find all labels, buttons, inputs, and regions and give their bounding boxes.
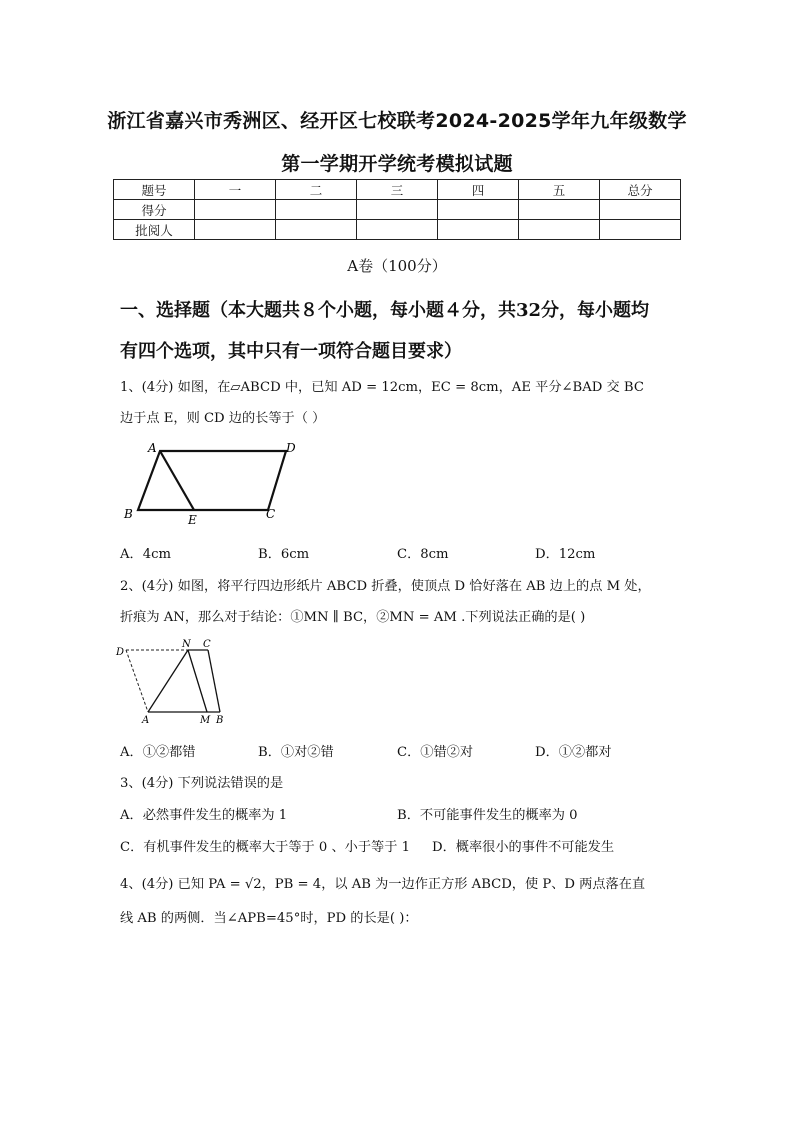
question-1-option-d: D．12cm	[535, 547, 596, 562]
section-heading-line2: 有四个选项，其中只有一项符合题目要求）	[120, 341, 462, 362]
table-cell	[519, 200, 600, 220]
question-2-text-line1: 2、(4分) 如图，将平行四边形纸片 ABCD 折叠，使顶点 D 恰好落在 AB 边上的点 M 处，	[120, 579, 651, 594]
question-2-option-a: A．①②都错	[120, 745, 196, 760]
table-cell	[438, 200, 519, 220]
table-cell	[600, 200, 681, 220]
table-row	[114, 200, 681, 220]
question-2-option-b: B．①对②错	[258, 745, 334, 760]
question-3-option-b: B．不可能事件发生的概率为 0	[397, 808, 578, 823]
label-c: C	[203, 639, 211, 650]
table-header-cell: 一	[195, 180, 276, 200]
paper-label: A卷（100分）	[347, 257, 447, 275]
question-2-text-line2: 折痕为 AN，那么对于结论：①MN ∥ BC，②MN = AM .下列说法正确的是( )	[120, 610, 586, 625]
table-cell	[195, 220, 276, 240]
segment-an	[148, 650, 188, 712]
question-3-option-a: A．必然事件发生的概率为 1	[120, 808, 288, 823]
table-header-cell: 总分	[600, 180, 681, 200]
question-2-figure	[112, 636, 232, 728]
question-1-text-line1: 1、(4分) 如图，在▱ABCD 中，已知 AD = 12cm，EC = 8cm，AE 平分∠BAD 交 BC	[120, 380, 644, 395]
table-cell	[195, 200, 276, 220]
segment-ae	[160, 451, 194, 510]
table-cell	[438, 220, 519, 240]
question-2-option-c: C．①错②对	[397, 745, 474, 760]
question-1-option-a: A．4cm	[120, 547, 171, 562]
table-header-cell: 三	[357, 180, 438, 200]
table-header-cell: 四	[438, 180, 519, 200]
table-row-label: 得分	[114, 200, 195, 220]
table-row	[114, 220, 681, 240]
label-c: C	[266, 507, 276, 521]
question-3-text: 3、(4分) 下列说法错误的是	[120, 776, 284, 791]
exam-title-line2: 第一学期开学统考模拟试题	[281, 153, 513, 175]
question-3-option-c: C．有机事件发生的概率大于等于 0 、小于等于 1	[120, 840, 411, 855]
segment-nm	[188, 650, 207, 712]
question-1-option-b: B．6cm	[258, 547, 310, 562]
exam-title-line1: 浙江省嘉兴市秀洲区、经开区七校联考2024-2025学年九年级数学	[107, 110, 687, 132]
label-d: D	[116, 647, 125, 658]
table-cell	[357, 200, 438, 220]
table-header-cell: 二	[276, 180, 357, 200]
dashed-da	[126, 650, 148, 712]
table-cell	[276, 200, 357, 220]
score-table	[113, 179, 681, 240]
table-header-cell: 五	[519, 180, 600, 200]
table-row	[114, 180, 681, 200]
table-row-label: 批阅人	[114, 220, 195, 240]
question-1-figure	[118, 438, 308, 530]
label-b: B	[124, 507, 133, 521]
question-1-option-c: C．8cm	[397, 547, 449, 562]
table-cell	[519, 220, 600, 240]
label-a: A	[148, 441, 157, 455]
label-a: A	[142, 715, 150, 726]
question-3-option-d: D．概率很小的事件不可能发生	[432, 840, 615, 855]
question-1-text-line2: 边于点 E，则 CD 边的长等于（ ）	[120, 411, 326, 426]
question-2-option-d: D．①②都对	[535, 745, 612, 760]
table-cell	[357, 220, 438, 240]
parallelogram-abcd	[138, 451, 286, 510]
table-cell	[600, 220, 681, 240]
question-4-text-line2: 线 AB 的两侧．当∠APB=45°时，PD 的长是( )：	[120, 911, 418, 926]
label-d: D	[286, 441, 296, 455]
question-4-text-line1: 4、(4分) 已知 PA = √2，PB = 4，以 AB 为一边作正方形 ABCD，使 P、D 两点落在直	[120, 877, 646, 892]
segment-cb	[208, 650, 220, 712]
table-header-cell: 题号	[114, 180, 195, 200]
label-b: B	[216, 715, 224, 726]
label-m: M	[200, 715, 211, 726]
label-e: E	[188, 513, 197, 527]
section-heading-line1: 一、选择题（本大题共８个小题，每小题４分，共32分，每小题均	[120, 300, 650, 321]
label-n: N	[182, 639, 191, 650]
table-cell	[276, 220, 357, 240]
